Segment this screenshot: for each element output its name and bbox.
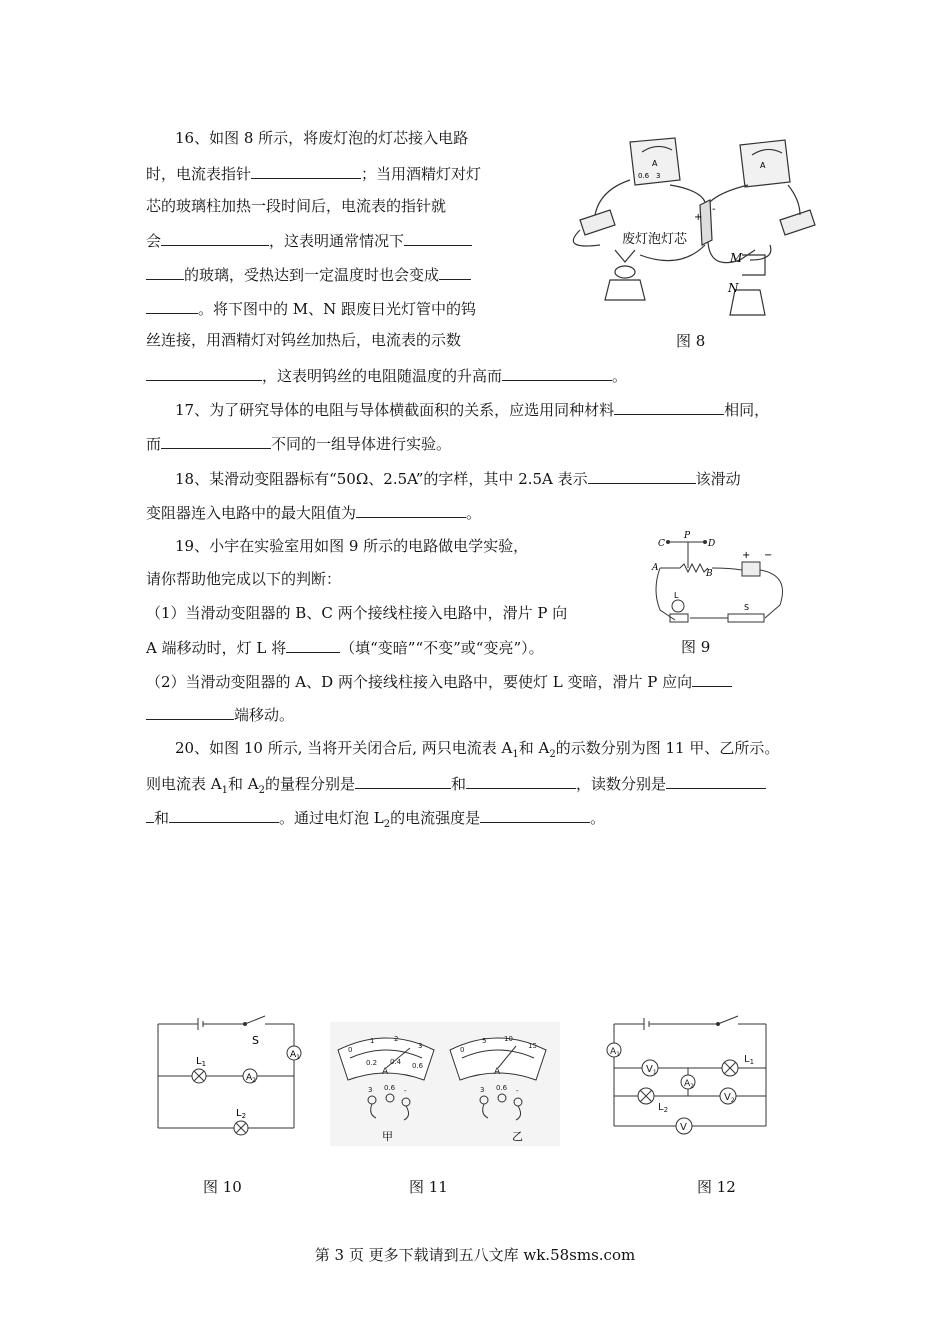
svg-text:0.6: 0.6 [412, 1062, 424, 1070]
answer-blank[interactable] [466, 772, 576, 789]
figure-11-caption: 图 11 [409, 1178, 448, 1196]
answer-blank[interactable] [666, 772, 766, 789]
figure-12-caption: 图 12 [697, 1178, 736, 1196]
q16-line3: 芯的玻璃柱加热一段时间后，电流表的指针就 [146, 197, 447, 215]
figure-8-caption: 图 8 [676, 332, 706, 350]
answer-blank[interactable] [146, 297, 198, 314]
ammeter-A1: $A_1$ [290, 1050, 300, 1061]
plus-sign: + [742, 550, 751, 561]
answer-blank[interactable] [692, 670, 732, 687]
answer-blank[interactable] [439, 263, 471, 280]
ammeter-A1: $A_1$ [610, 1047, 620, 1058]
q16-line5: 的玻璃，受热达到一定温度时也会变成 [146, 263, 471, 285]
lamp-L2: $L_2$ [236, 1108, 247, 1120]
svg-text:0: 0 [460, 1046, 465, 1054]
q16-line4: 会 ，这表明通常情况下 [146, 229, 472, 251]
voltmeter-V: V [680, 1122, 687, 1133]
voltmeter-V1: $V_1$ [646, 1064, 657, 1076]
q18-line1: 18、某滑动变阻器标有“50Ω、2.5A”的字样，其中 2.5A 表示 该滑动 [175, 467, 741, 489]
q19-line4: A 端移动时，灯 L 将 （填“变暗”“不变”或“变亮”）。 [146, 636, 544, 658]
figure-9-caption: 图 9 [681, 638, 711, 656]
page-footer: 第 3 页 更多下载请到五八文库 wk.58sms.com [314, 1246, 636, 1264]
bulb-core-label: 废灯泡灯芯 [622, 232, 688, 247]
ammeter-A2: $A_2$ [684, 1079, 694, 1090]
figure-10-caption: 图 10 [203, 1178, 242, 1196]
svg-text:0.6: 0.6 [384, 1084, 396, 1092]
voltmeter-V2: $V_2$ [724, 1092, 735, 1104]
svg-text:-: - [516, 1087, 519, 1095]
label-C: C [658, 539, 665, 549]
meter-label-jia: 甲 [382, 1130, 393, 1143]
label-N: N [728, 281, 739, 295]
svg-text:A: A [382, 1067, 389, 1077]
switch-label: S [252, 1034, 259, 1047]
answer-blank[interactable] [251, 162, 361, 179]
q19-line1: 19、小宇在实验室用如图 9 所示的电路做电学实验， [175, 537, 529, 555]
q16-line1: 16、如图 8 所示，将废灯泡的灯芯接入电路 [175, 129, 469, 147]
answer-blank[interactable] [161, 229, 269, 246]
answer-blank[interactable] [480, 806, 590, 823]
figure-8-apparatus [560, 130, 840, 330]
figure-10-circuit [150, 1012, 310, 1142]
answer-blank[interactable] [614, 398, 724, 415]
q19-line3: （1）当滑动变阻器的 B、C 两个接线柱接入电路中，滑片 P 向 [146, 604, 568, 622]
q20-line2: 则电流表 $A_1$和 $A_2$的量程分别是 和 ，读数分别是 [146, 772, 766, 801]
q19-line2: 请你帮助他完成以下的判断： [146, 570, 342, 588]
label-B: B [706, 569, 713, 579]
svg-text:-: - [404, 1087, 407, 1095]
label-P: P [684, 531, 691, 541]
ammeter-A2: $A_2$ [246, 1073, 256, 1084]
answer-blank[interactable] [161, 432, 271, 449]
figure-11-ammeters [330, 1022, 560, 1146]
scale-label: 0.6 [638, 172, 650, 180]
answer-blank[interactable] [146, 806, 154, 823]
q16-line8: ，这表明钨丝的电阻随温度的升高而 。 [146, 364, 627, 386]
svg-text:2: 2 [394, 1035, 399, 1043]
svg-text:3: 3 [418, 1042, 423, 1050]
q16-line7: 丝连接，用酒精灯对钨丝加热后，电流表的示数 [146, 331, 462, 349]
q16-line6: 。将下图中的 M、N 跟废日光灯管中的钨 [146, 297, 476, 319]
svg-text:5: 5 [482, 1037, 487, 1045]
answer-blank[interactable] [356, 501, 466, 518]
minus-sign: − [764, 550, 773, 561]
ammeter-label: A [652, 159, 658, 168]
svg-text:1: 1 [370, 1037, 375, 1045]
label-M: M [730, 251, 743, 265]
svg-text:0: 0 [348, 1046, 353, 1054]
lamp-L1: $L_1$ [744, 1054, 755, 1066]
svg-text:0.2: 0.2 [366, 1059, 378, 1067]
answer-blank[interactable] [146, 703, 234, 720]
plus-sign: + [694, 212, 703, 223]
label-A: A [652, 563, 659, 573]
scale-label: 3 [656, 172, 661, 180]
q17-line2: 而 不同的一组导体进行实验。 [146, 432, 451, 454]
ammeter-label: A [760, 161, 766, 170]
answer-blank[interactable] [355, 772, 451, 789]
minus-sign: - [712, 204, 716, 215]
svg-text:0.4: 0.4 [390, 1058, 402, 1066]
svg-text:3: 3 [368, 1086, 373, 1094]
label-L: L [674, 591, 679, 600]
q19-line5: （2）当滑动变阻器的 A、D 两个接线柱接入电路中，要使灯 L 变暗，滑片 P 应向 [146, 670, 732, 692]
q18-line2: 变阻器连入电路中的最大阻值为 。 [146, 501, 481, 523]
lamp-L1: $L_1$ [196, 1056, 207, 1068]
q16-line2: 时，电流表指针 ；当用酒精灯对灯 [146, 162, 481, 184]
svg-text:0.6: 0.6 [496, 1084, 508, 1092]
label-D: D [708, 539, 716, 549]
figure-9-circuit [650, 530, 800, 635]
answer-blank[interactable] [146, 263, 184, 280]
label-S: S [744, 603, 750, 612]
q19-line6: 端移动。 [146, 703, 294, 725]
svg-text:A: A [494, 1067, 501, 1077]
answer-blank[interactable] [169, 806, 279, 823]
meter-label-yi: 乙 [512, 1130, 523, 1143]
q20-line1: 20、如图 10 所示, 当将开关闭合后, 两只电流表 $A_1$和 $A_2$的示数分别为图 11 甲、乙所示。 [175, 739, 780, 760]
answer-blank[interactable] [588, 467, 696, 484]
svg-text:15: 15 [528, 1042, 537, 1050]
answer-blank[interactable] [404, 229, 472, 246]
q20-line3: 和 。通过电灯泡 $L_2$的电流强度是 。 [146, 806, 605, 835]
answer-blank[interactable] [146, 364, 262, 381]
answer-blank[interactable] [286, 636, 340, 653]
q17-line1: 17、为了研究导体的电阻与导体横截面积的关系，应选用同种材料 相同， [175, 398, 769, 420]
svg-text:10: 10 [504, 1035, 513, 1043]
svg-text:3: 3 [480, 1086, 485, 1094]
lamp-L2: $L_2$ [658, 1102, 669, 1114]
answer-blank[interactable] [502, 364, 612, 381]
figure-12-circuit [598, 1012, 778, 1142]
